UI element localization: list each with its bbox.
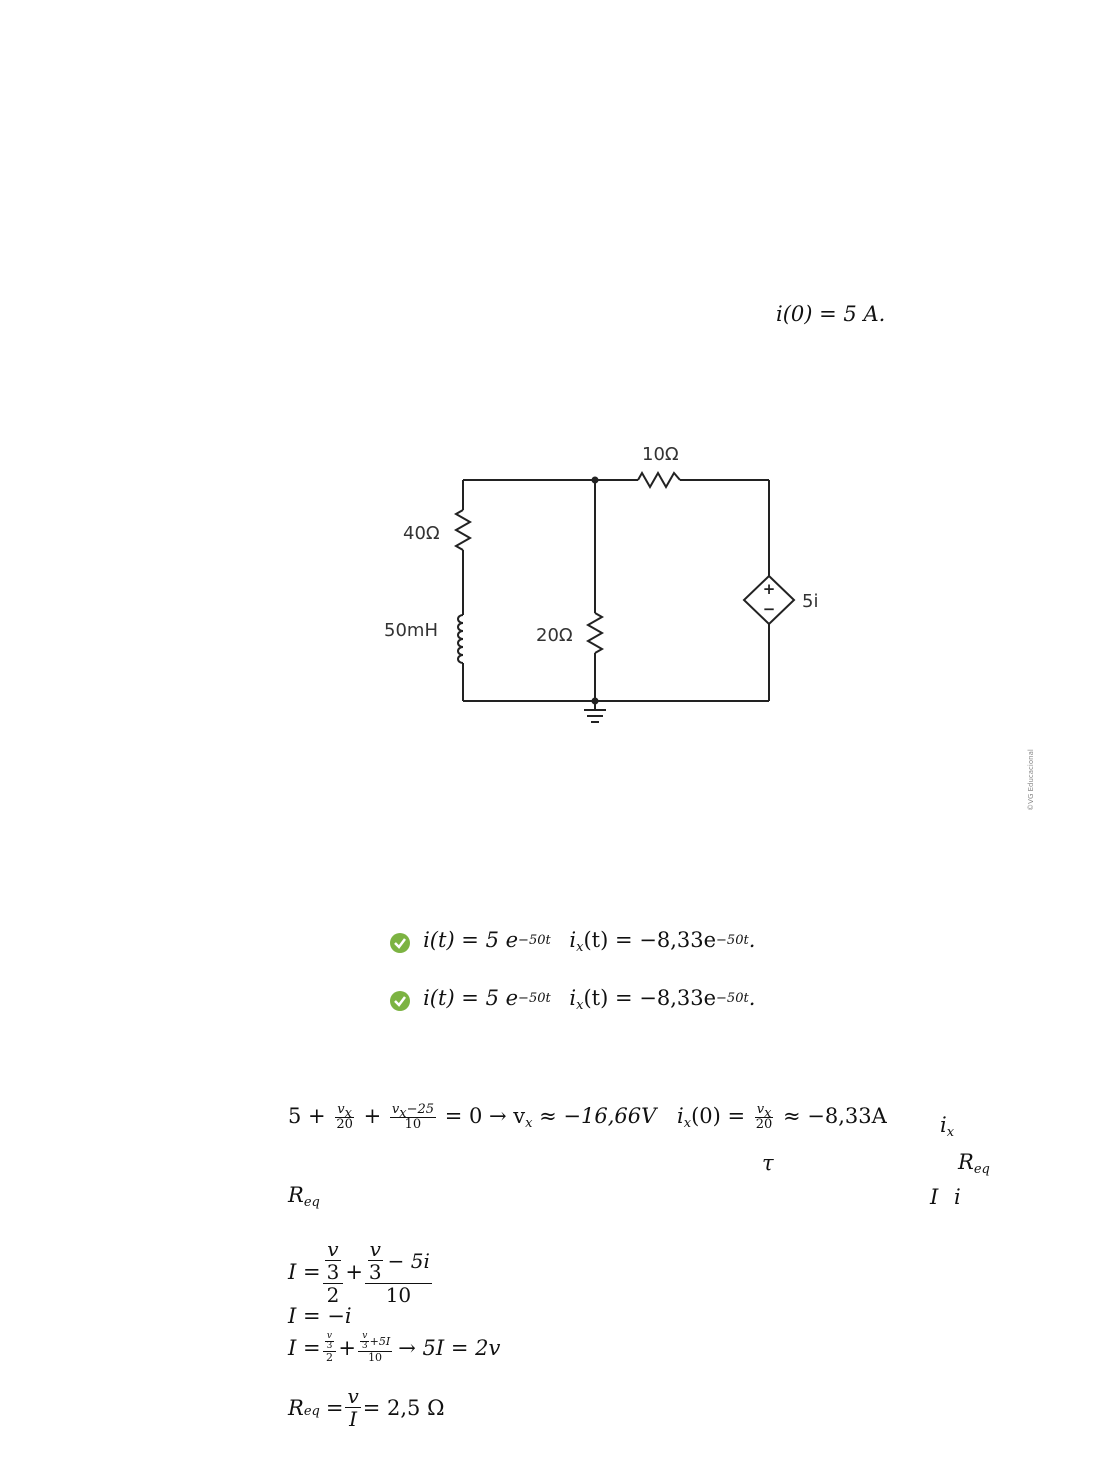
side-I: I [930, 1185, 939, 1209]
source-minus: − [762, 600, 776, 618]
req-left: $R_{eq}$ [288, 1183, 320, 1210]
side-ix: $i_x$ [940, 1113, 955, 1140]
resistor-10 [638, 473, 680, 487]
label-r-left: 40Ω [403, 523, 440, 544]
watermark: ©VG Educacional [1026, 749, 1035, 811]
equation-2: I = −i [288, 1304, 352, 1328]
inductor [458, 615, 463, 663]
resistor-40 [456, 510, 470, 550]
equation-3: I = $\frac{\frac{v}{3}}{2}$ + $\frac{v}{3}$ +5I 10 → 5I = 2v [288, 1331, 501, 1364]
label-source: 5i [802, 591, 819, 612]
resistor-20 [588, 613, 602, 653]
initial-condition: i(0) = 5 A. [776, 302, 886, 326]
answer-row-2: i(t) = 5 $e^{-50t}$ $i_x(t) = -8,33e^{-50t}$. [390, 986, 755, 1011]
check-icon [390, 991, 410, 1011]
node-top [592, 477, 599, 484]
node-bottom [592, 698, 599, 705]
answer-i-t: i(t) = 5 e [423, 928, 519, 952]
equation-1: I = $\frac{\frac{v}{3}}{2}$ + $\frac{v}{3}$ − 5i 10 [288, 1237, 430, 1307]
side-tau: τ [762, 1151, 774, 1175]
answer-i-t: i(t) = 5 e [423, 986, 519, 1010]
label-inductor: 50mH [384, 620, 438, 641]
side-req: $R_{eq}$ [958, 1150, 990, 1177]
answer-row-1: i(t) = 5 $e^{-50t}$ $i_x(t) = -8,33e^{-50t}$. [390, 928, 755, 953]
circuit-diagram [370, 430, 840, 740]
solution-line-1: 5 + $\frac{v_x}{20}$ + $\frac{v_x-25}{10}$ = $0 \to v_x \approx -16,66V$ $i_x(0)$ = $\frac{v_x}{20}$ ≈ −8,33A [288, 1102, 887, 1132]
side-i: i [954, 1185, 961, 1209]
check-icon [390, 933, 410, 953]
source-plus: + [762, 580, 776, 598]
equation-4: R $_{eq}$ = $\frac{v}{I}$ = 2,5 Ω [288, 1384, 445, 1431]
label-r-top: 10Ω [642, 444, 679, 465]
label-r-middle: 20Ω [536, 625, 573, 646]
